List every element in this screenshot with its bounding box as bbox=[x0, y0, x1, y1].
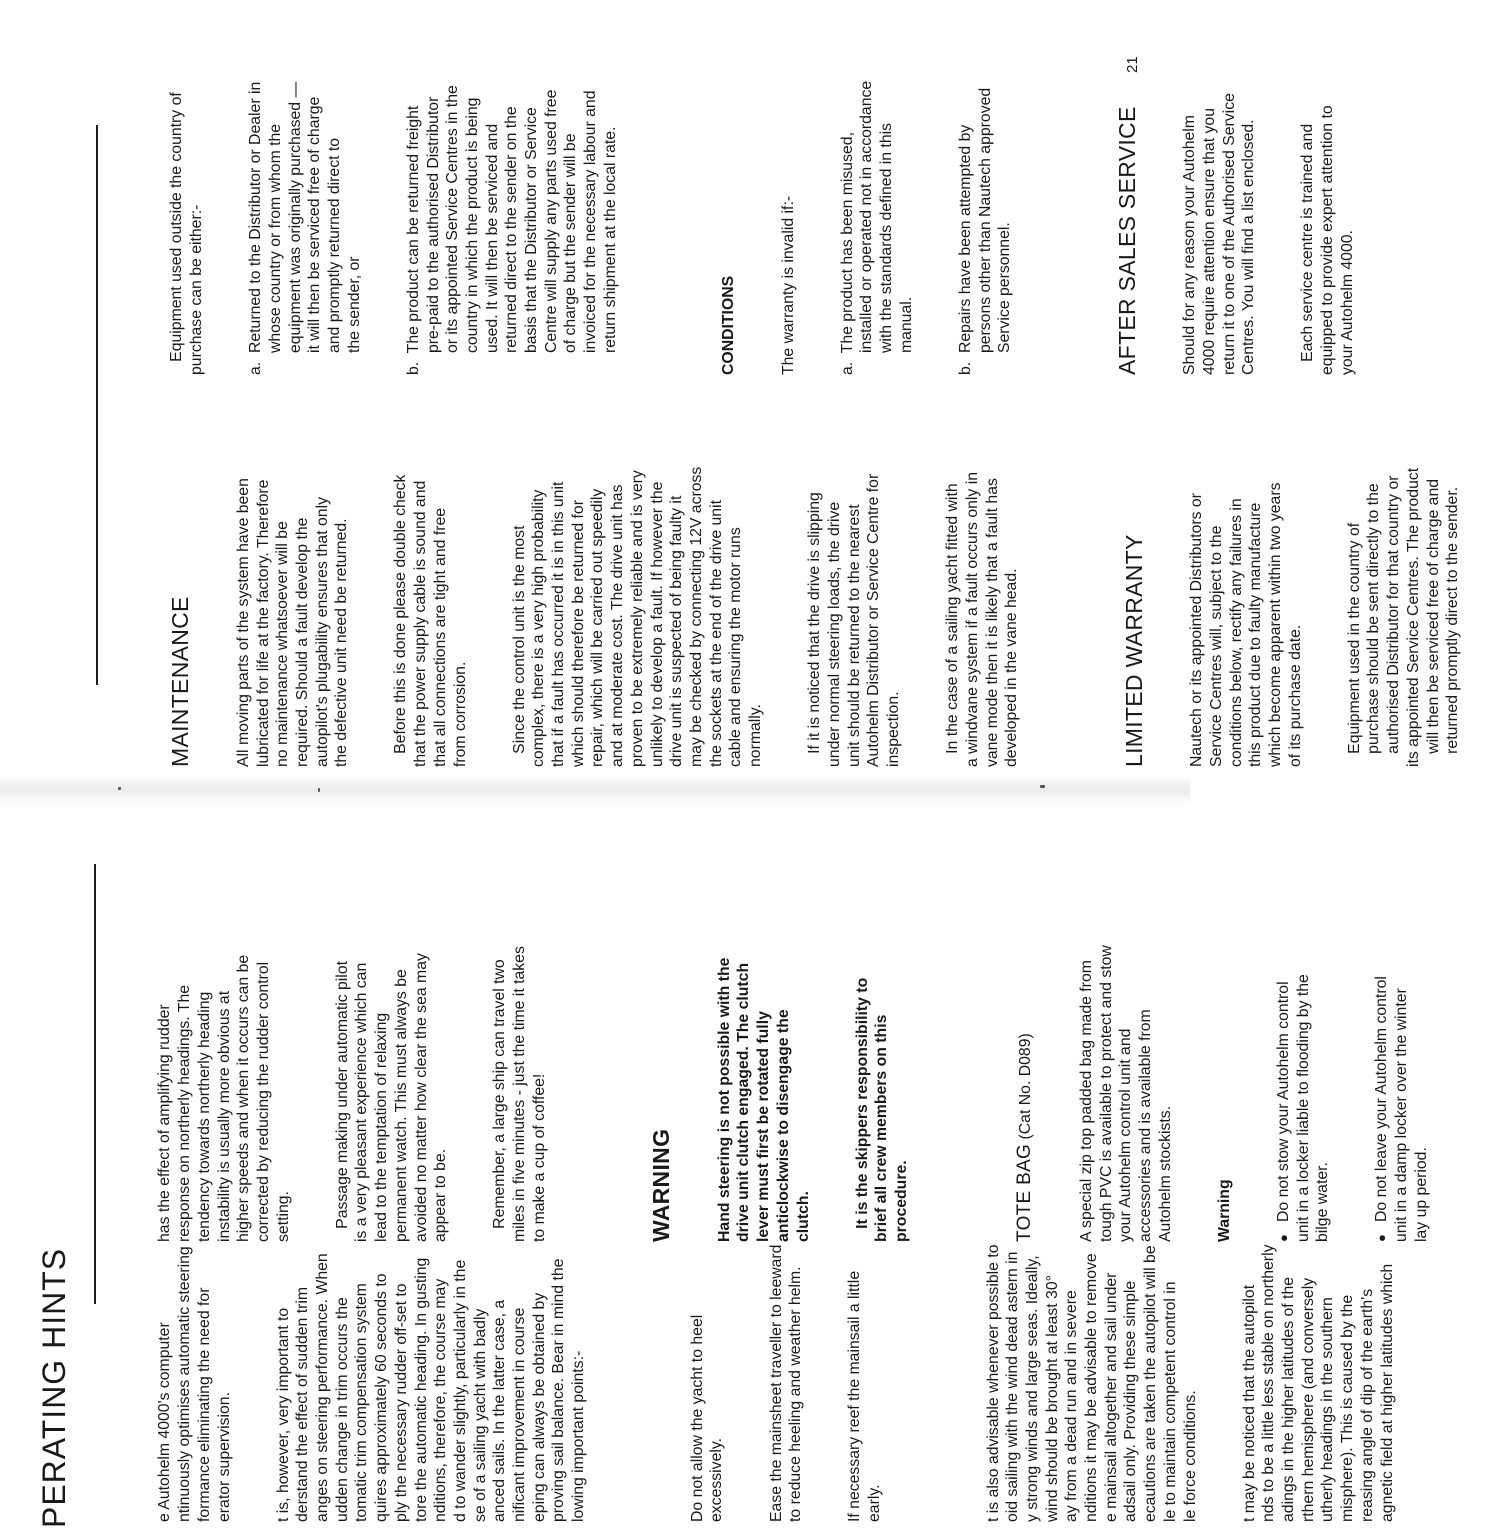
paragraph: Remember, a large ship can travel two miles in five minutes - just the time it takes to make a cup of coffee! bbox=[491, 946, 548, 1242]
paragraph: e Autohelm 4000's computer ntinuously optimises automatic steering formance eliminating the need for erator supervision. bbox=[156, 1246, 233, 1522]
list-item: a. The product has been misused, installed or operated not in accordance with the standards defined in this manual. bbox=[838, 80, 915, 375]
page-number: 21 bbox=[1124, 56, 1141, 73]
left-page bbox=[0, 805, 1430, 1540]
right-page bbox=[0, 0, 1462, 775]
scan-speck bbox=[1040, 785, 1045, 788]
paragraph: has the effect of amplifying rudder response on northerly headings. The tendency towards northerly heading instability is usually more obvious at higher speeds and when it occurs can be corrected by reducing the rudder control setting. bbox=[156, 954, 292, 1242]
tote-bag-cat: (Cat No. D089) bbox=[1016, 1033, 1034, 1144]
section-title: PERATING HINTS bbox=[36, 1247, 72, 1528]
tote-bag-title bbox=[1011, 945, 1038, 1242]
bullet-item: ● Do not stow your Autohelm control unit in a locker liable to flooding by the bilge water. bbox=[1274, 945, 1333, 1242]
conditions-heading: CONDITIONS bbox=[720, 275, 738, 375]
list-item: b. The product can be returned freight pre-paid to the authorised Distributor or its appointed Service Centres in the country in which the product is being used. It will then be serviced and returned direct to the sender on the basis that the Distributor or Service Centre will supply any parts used free of charge but the sender will be invoiced for the necessary labour and return shipment at the local rate. bbox=[404, 85, 619, 375]
paragraph: Each service centre is trained and equipped to provide expert attention to your Autohelm 4000. bbox=[1299, 105, 1356, 375]
paragraph: t is, however, very important to derstand the effect of sudden trim anges on steering performance. When udden change in trim occurs the tomatic trim compensation system quires approximately 60 seconds to ply the necessary rudder off-set to tore the automatic heading. In gusting nditions, therefore, the course may d to wander slightly, particularly in the se of a sailing yacht with badly anced sails. In the latter case, a nificant improvement in course eping can always be obtained by proving sail balance. Bear in mind the lowing important points:- bbox=[274, 1253, 588, 1522]
paragraph: The warranty is invalid if:- bbox=[779, 195, 797, 375]
list-item: a. Returned to the Distributor or Dealer in whose country or from whom the equipment was originally purchased — it will then be serviced free of charge and promptly returned direct to the sender, or bbox=[247, 81, 363, 375]
right-col-1 bbox=[128, 467, 1502, 767]
bullet-item: ● Do not leave your Autohelm control unit in a damp locker over the winter lay up period. bbox=[1372, 945, 1431, 1242]
paragraph: Equipment used outside the country of purchase can be either:- bbox=[168, 92, 206, 375]
paragraph: Nautech or its appointed Distributors or Service Centres will, subject to the conditions below, rectify any failures in this product due to faulty manufacture which become apparent within two years of its purchase date. bbox=[1188, 482, 1304, 767]
binding-crease bbox=[0, 775, 1190, 805]
left-col-1 bbox=[116, 1245, 1437, 1522]
warning-text: Hand steering is not possible with the drive unit clutch engaged. The clutch lever must first be rotated fully anticlockwise to disengage the clutch. bbox=[715, 957, 812, 1242]
warning-text: It is the skippers responsibility to brief all crew members on this procedure. bbox=[853, 977, 911, 1242]
paragraph: In the case of a sailing yacht fitted with a windvane system if a fault occurs only in vane mode then it is likely that a fault has developed in the vane head. bbox=[944, 471, 1021, 767]
scan-speck bbox=[318, 788, 320, 792]
header-rule bbox=[94, 864, 96, 1304]
paragraph: Ease the mainsheet traveller to leeward to reduce heeling and weather helm. bbox=[767, 1244, 805, 1522]
paragraph: t may be noticed that the autopilot nds to be a little less stable on northerly adings in the higher latitudes of the rthern hemisphere (and conversely utherly headings in the southern misphere). This is caused by the reasing angle of dip of the earth's agnetic field at higher latitudes which bbox=[1240, 1244, 1396, 1522]
maintenance-heading: MAINTENANCE bbox=[167, 596, 194, 767]
left-col-2 bbox=[116, 945, 1471, 1242]
paragraph: t is also advisable whenever possible to oid sailing with the wind dead astern in y strong winds and large seas. Ideally, wind should be brought at least 30° ay from a dead run and in severe nditions it may be advisable to remove e mainsail altogether and sail under adsail only. Providing these simple ecautions are taken the autopilot will be le to maintain competent control in le force conditions. bbox=[984, 1244, 1199, 1522]
paragraph: If necessary reef the mainsail a little early. bbox=[846, 1270, 884, 1522]
after-sales-heading: AFTER SALES SERVICE bbox=[1113, 106, 1140, 375]
list-item: b. Repairs have been attempted by persons other than Nautech approved Service personnel. bbox=[956, 87, 1014, 375]
right-col-2 bbox=[128, 81, 1397, 375]
tote-bag-heading: TOTE BAG bbox=[1013, 1143, 1035, 1242]
paragraph: Passage making under automatic pilot is a very pleasant experience which can lead to the temptation of relaxing permanent watch. This must always be avoided no matter how clear the sea may appear to be. bbox=[333, 953, 450, 1242]
warranty-heading: LIMITED WARRANTY bbox=[1120, 534, 1147, 767]
paragraph: Before this is done please double check that the power supply cable is sound and that all connections are tight and free from corrosion. bbox=[392, 474, 469, 767]
paragraph: All moving parts of the system have been lubricated for life at the factory. Therefore no maintenance whatsoever will be required. Should a fault develop the autopilot's plugability ensures that only the defective unit need be returned. bbox=[234, 478, 351, 767]
paragraph: If it is noticed that the drive is slipping under normal steering loads, the drive unit should be returned to the nearest Autohelm Distributor or Service Centre for inspection. bbox=[806, 473, 903, 767]
paragraph: A special zip top padded bag made from tough PVC is available to protect and stow your Autohelm control unit and accessories and is available from Autohelm stockists. bbox=[1077, 945, 1174, 1242]
header-rule bbox=[96, 125, 98, 685]
paragraph: Do not allow the yacht to heel excessively. bbox=[688, 1314, 726, 1522]
scan-speck bbox=[118, 787, 121, 790]
paragraph: Since the control unit is the most complex, there is a very high probability that if a fault has occurred it is in this unit which should therefore be returned for repair, which will be carried out speedily and at moderate cost. The drive unit has proven to be extremely reliable and is very unlikely to develop a fault. If however the drive unit is suspected of being faulty it may be checked by connecting 12V across the sockets at the end of the drive unit cable and ensuring the motor runs normally. bbox=[510, 466, 765, 767]
paragraph: Equipment used in the country of purchase should be sent directly to the authorised Distributor for that country or its appointed Service Centres. The product will then be serviced free of charge and returned promptly direct to the sender. bbox=[1345, 467, 1462, 767]
paragraph: Should for any reason your Autohelm 4000 require attention ensure that you return it to one of the Authorised Service Centres. You will find a list enclosed. bbox=[1181, 93, 1258, 375]
warning-heading: WARNING bbox=[648, 1128, 675, 1242]
subheading-warning: Warning bbox=[1215, 1179, 1233, 1242]
